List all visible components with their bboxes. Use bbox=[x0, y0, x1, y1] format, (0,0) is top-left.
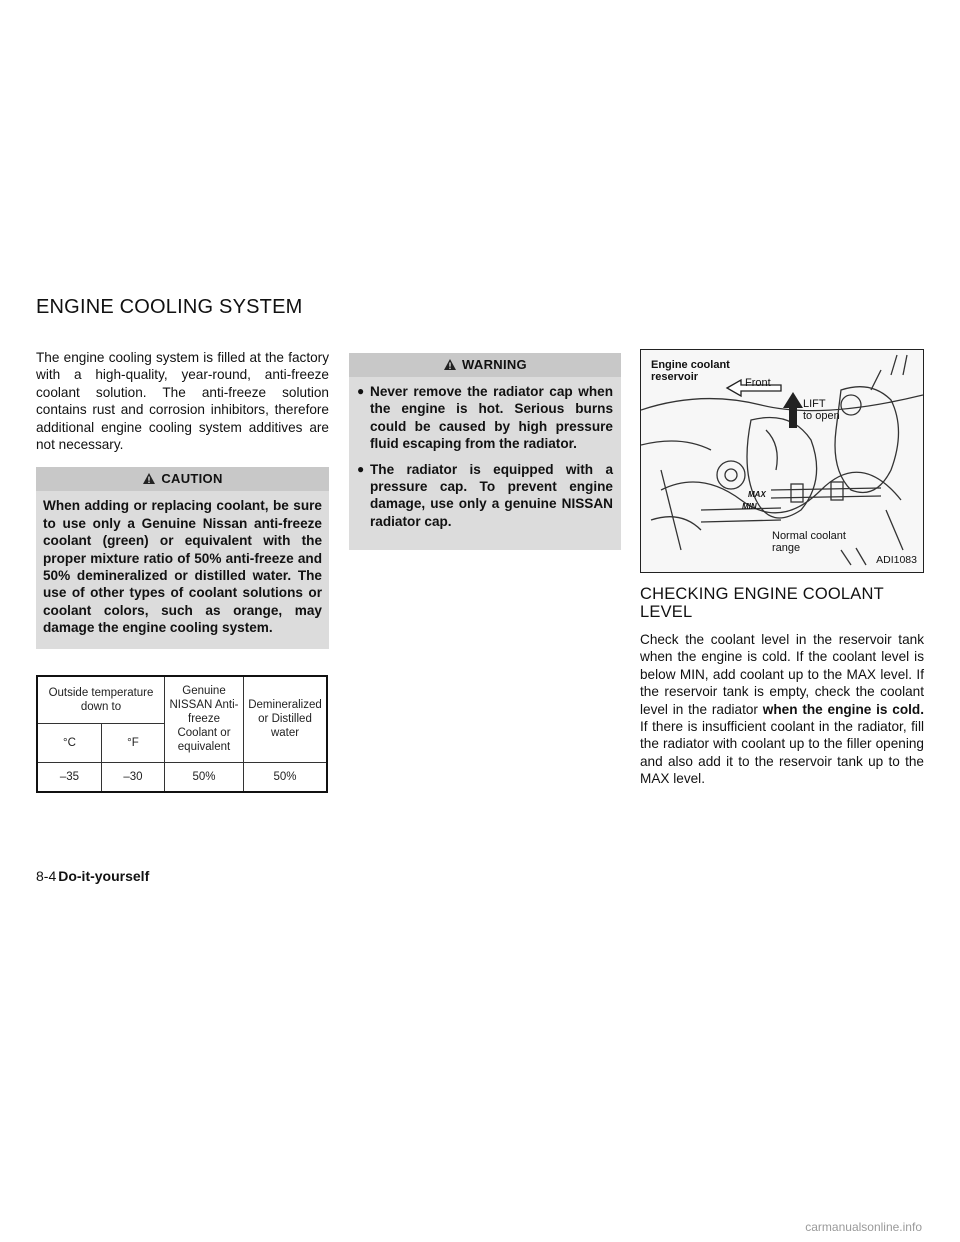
page-footer bbox=[36, 868, 149, 884]
table-header-water: Demineralized or Distilled water bbox=[244, 676, 328, 763]
table-header-nissan: Genuine NISSAN Anti-freeze Coolant or equivalent bbox=[165, 676, 244, 763]
caution-text: When adding or replacing coolant, be sure to use only a Genuine Nissan anti-freeze coolant (green) or equivalent with the proper mixture ratio of 50% anti-freeze and 50% demineralized or distilled water. The use of other types of coolant solutions or coolant colors, such as orange, may damage the engine cooling system. bbox=[43, 498, 322, 636]
warning-item: ● Never remove the radiator cap when the engine is hot. Serious burns could be caused by high pressure fluid escaping from the radiator. bbox=[357, 384, 613, 452]
table-unit-c: °C bbox=[37, 723, 101, 762]
column-right bbox=[640, 349, 924, 788]
page-number: 8-4 bbox=[36, 868, 57, 884]
watermark: carmanualsonline.info bbox=[805, 1220, 922, 1234]
table-unit-f: °F bbox=[101, 723, 164, 762]
section-title: ENGINE COOLING SYSTEM bbox=[36, 296, 303, 318]
footer-section: Do-it-yourself bbox=[58, 868, 150, 884]
warning-heading-text: WARNING bbox=[462, 357, 527, 372]
coolant-mixture-table bbox=[36, 675, 328, 793]
checking-paragraph: Check the coolant level in the reservoir tank when the engine is cold. If the coolant level is below MIN, add coolant up to the MAX level. If the reservoir tank is empty, check the coolant level in the radiator when the engine is cold. If there is insufficient coolant in the radiator, fill the radiator with coolant up to the filler opening and also add it to the reservoir tank up to the MAX level. bbox=[640, 632, 924, 787]
caution-box bbox=[36, 467, 329, 648]
label-min: MIN bbox=[742, 502, 757, 511]
label-normal-range: Normal coolant range bbox=[772, 530, 846, 554]
subsection-title: CHECKING ENGINE COOLANT LEVEL bbox=[640, 585, 884, 621]
caution-heading bbox=[36, 467, 329, 491]
coolant-reservoir-illustration bbox=[640, 349, 924, 573]
warning-list bbox=[349, 377, 621, 530]
column-middle bbox=[349, 349, 621, 550]
bullet-icon: ● bbox=[357, 384, 365, 398]
column-left bbox=[36, 349, 329, 793]
label-max: MAX bbox=[748, 490, 766, 499]
caution-heading-text: CAUTION bbox=[161, 471, 223, 487]
label-lift: LIFT to open bbox=[803, 398, 840, 422]
warning-item: ● The radiator is equipped with a pressure cap. To prevent engine damage, use only a genuine NISSAN radiator cap. bbox=[357, 461, 613, 529]
intro-paragraph: The engine cooling system is filled at the factory with a high-quality, year-round, anti-freeze coolant solution. The anti-freeze solution contains rust and corrosion inhibitors, therefore additional engine cooling system additives are not necessary. bbox=[36, 350, 329, 453]
warning-heading bbox=[349, 353, 621, 377]
label-reservoir: Engine coolant reservoir bbox=[651, 359, 730, 383]
warning-box bbox=[349, 353, 621, 550]
table-cell-antifreeze: 50% bbox=[165, 762, 244, 792]
figure-code: ADI1083 bbox=[876, 554, 917, 566]
warning-triangle-icon bbox=[443, 358, 457, 374]
label-front: Front bbox=[745, 377, 771, 389]
table-cell-f: –30 bbox=[101, 762, 164, 792]
table-cell-c: –35 bbox=[37, 762, 101, 792]
warning-triangle-icon bbox=[142, 472, 156, 488]
table-header-outside: Outside temperature down to bbox=[37, 676, 165, 724]
bullet-icon: ● bbox=[357, 461, 365, 476]
table-cell-water: 50% bbox=[244, 762, 328, 792]
